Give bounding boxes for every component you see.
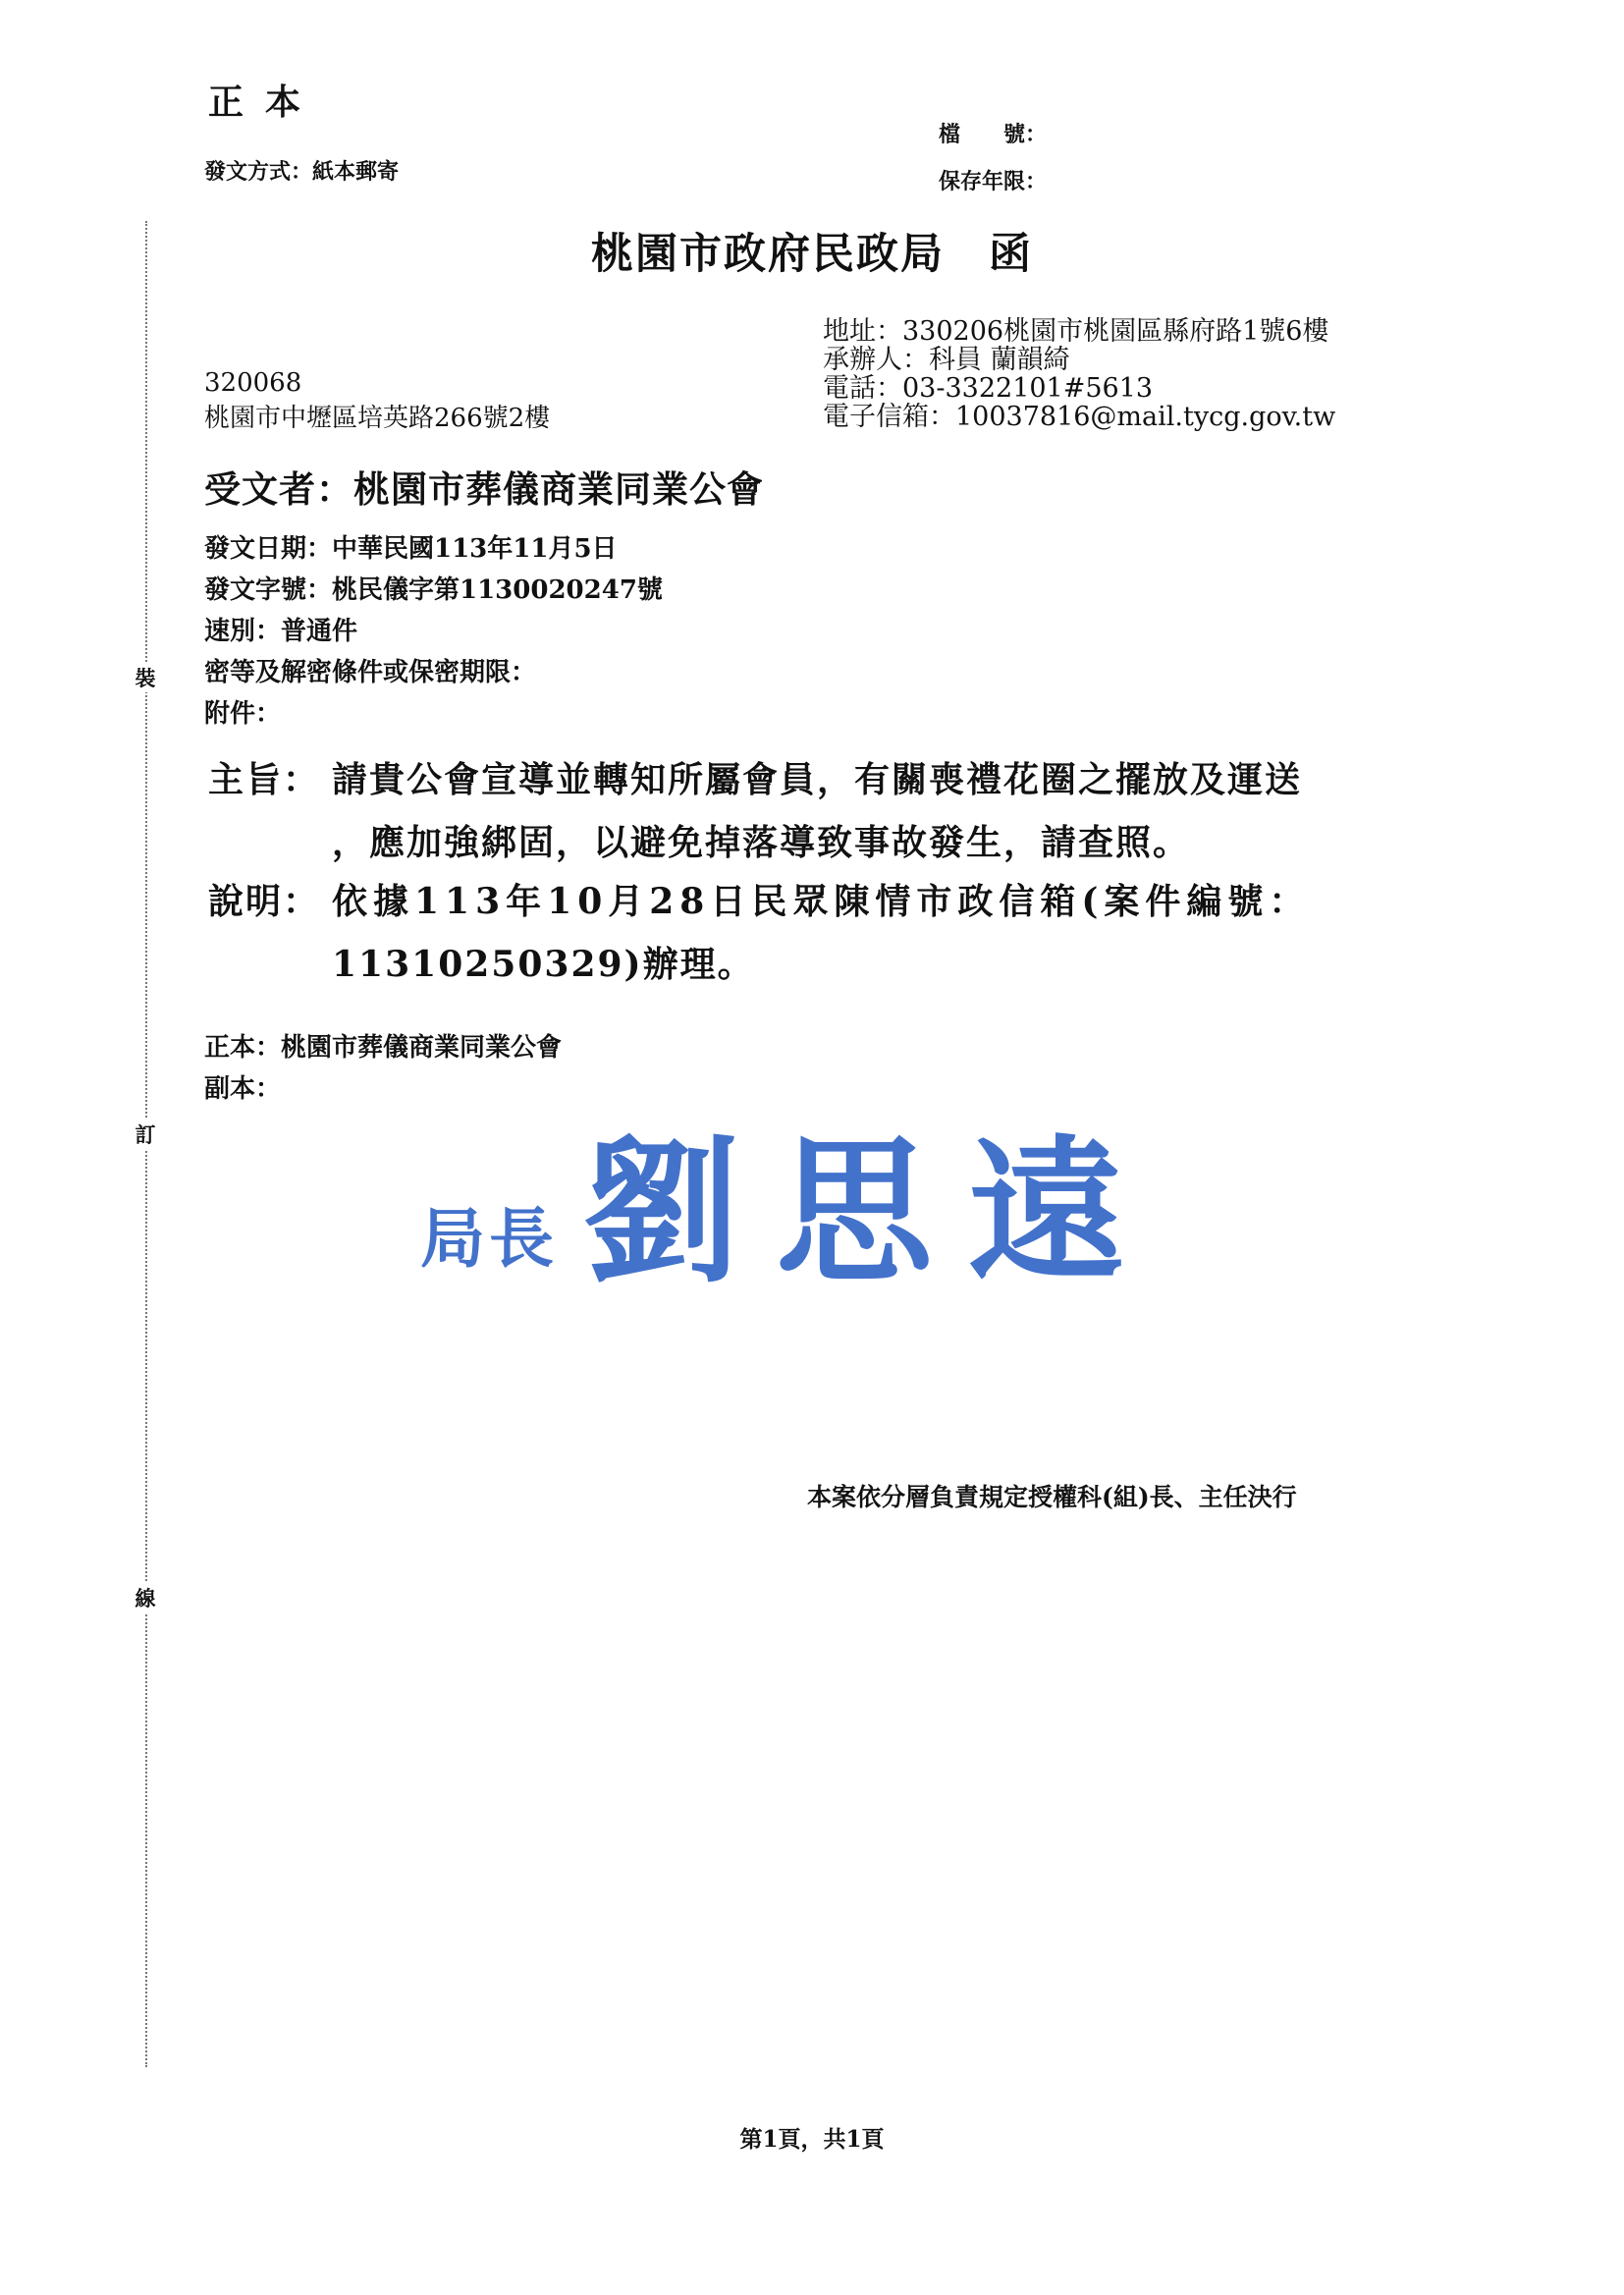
issue-date: 發文日期：中華民國113年11月5日 — [204, 534, 618, 564]
explanation-line-2: 11310250329)辦理。 — [332, 944, 755, 985]
receiver-address-block — [204, 365, 550, 436]
distribution-original: 正本：桃園市葬儀商業同業公會 — [204, 1033, 563, 1063]
sender-officer: 承辦人：科員 蘭韻綺 — [823, 345, 1070, 375]
explanation-label: 說明： — [208, 881, 321, 922]
subject-label: 主旨： — [208, 759, 321, 800]
delivery-speed: 速別：普通件 — [204, 617, 358, 646]
document-title: 桃園市政府民政局 函 — [591, 230, 1033, 279]
authorization-note: 本案依分層負責規定授權科(組)長、主任決行 — [807, 1483, 1297, 1511]
subject-line-1: 請貴公會宣導並轉知所屬會員，有關喪禮花圈之擺放及運送 — [332, 759, 1303, 800]
signature-name: 劉思遠 — [583, 1120, 1162, 1304]
page-number: 第1頁，共1頁 — [739, 2126, 885, 2153]
attachment: 附件： — [204, 699, 282, 729]
director-signature-stamp — [416, 1110, 1202, 1326]
sender-address: 地址：330206桃園市桃園區縣府路1號6樓 — [823, 316, 1329, 347]
binding-mark-ding: 訂 — [132, 1120, 159, 1149]
explanation-line-1: 依據113年10月28日民眾陳情市政信箱(案件編號： — [332, 881, 1311, 922]
sender-email: 電子信箱：10037816@mail.tycg.gov.tw — [823, 402, 1336, 432]
secrecy-level: 密等及解密條件或保密期限： — [204, 658, 537, 687]
retention-label: 保存年限： — [939, 169, 1048, 194]
signature-title: 局長 — [420, 1200, 558, 1277]
recipient: 受文者：桃園市葬儀商業同業公會 — [204, 467, 764, 511]
receiver-postcode: 320068 — [204, 368, 302, 398]
receiver-address: 桃園市中壢區培英路266號2樓 — [204, 404, 551, 433]
distribution-copy: 副本： — [204, 1074, 282, 1104]
send-method: 發文方式：紙本郵寄 — [204, 159, 400, 185]
file-number-label: 檔 號： — [939, 122, 1048, 147]
subject-line-2: ，應加強綁固，以避免掉落導致事故發生，請查照。 — [332, 822, 1191, 863]
sender-phone: 電話：03-3322101#5613 — [823, 373, 1154, 404]
binding-mark-xian: 線 — [132, 1583, 159, 1612]
binding-mark-zhuang: 裝 — [132, 663, 159, 692]
copy-label: 正本 — [208, 82, 323, 123]
document-number: 發文字號：桃民儀字第1130020247號 — [204, 575, 663, 605]
sender-info — [823, 317, 1335, 431]
